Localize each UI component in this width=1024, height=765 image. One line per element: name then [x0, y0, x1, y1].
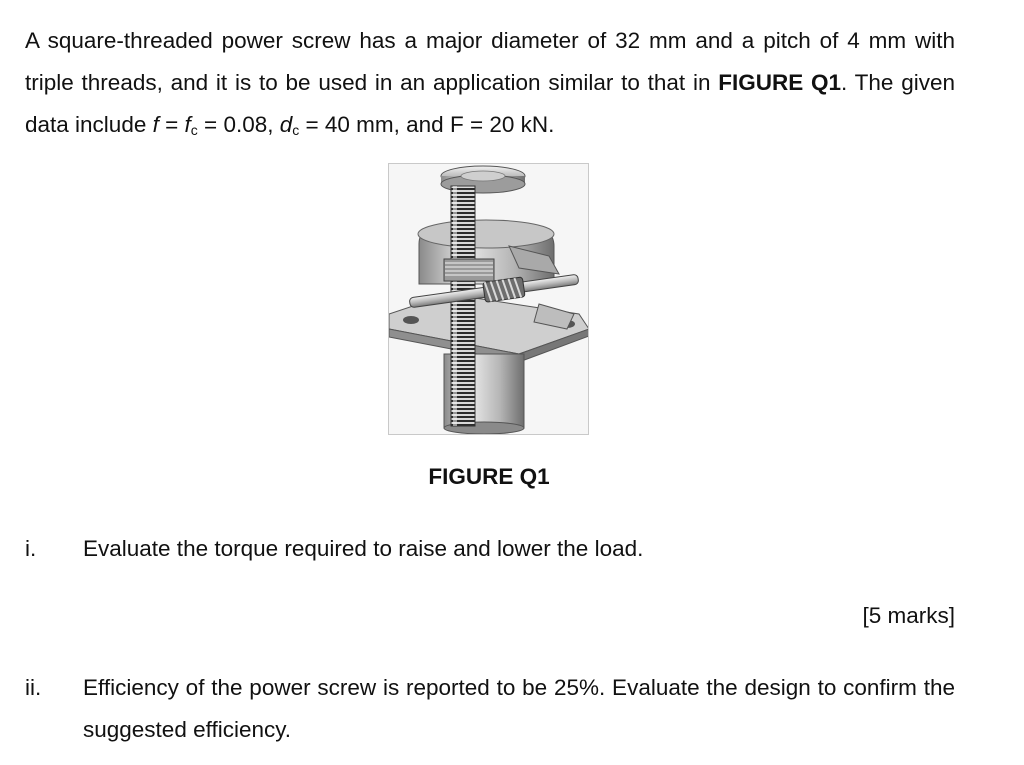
screw-jack-illustration	[389, 164, 589, 435]
worm-gear	[444, 259, 494, 281]
question-text: Evaluate the torque required to raise and lower the load.	[83, 536, 644, 561]
equals-sign: =	[158, 112, 185, 137]
marks-label: [5 marks]	[862, 603, 955, 628]
statement-text: . The given data include	[25, 70, 955, 137]
figure-reference: FIGURE Q1	[718, 70, 842, 95]
question-number: ii.	[25, 675, 42, 700]
collar-friction-symbol: f	[184, 112, 191, 137]
collar-subscript: c	[190, 122, 198, 138]
lifting-screw	[451, 186, 475, 426]
collar-diameter-symbol: d	[279, 112, 293, 137]
problem-statement	[25, 20, 955, 146]
screw-jack-figure	[388, 163, 589, 435]
figure-caption: FIGURE Q1	[428, 464, 550, 489]
question-number: i.	[25, 536, 37, 561]
friction-symbol: f	[152, 112, 159, 137]
friction-value: = 0.08,	[197, 112, 280, 137]
question-text: Efficiency of the power screw is reported to be 25%. Evaluate the design to confirm the suggested efficiency.	[83, 675, 955, 742]
statement-text: A square-threaded power screw has a major diameter of 32 mm and a pitch of 4 mm with triple threads, and it is to be used in an application similar to that in	[25, 28, 955, 95]
given-values: = 40 mm, and F = 20 kN.	[299, 112, 555, 137]
collar-subscript: c	[292, 122, 300, 138]
